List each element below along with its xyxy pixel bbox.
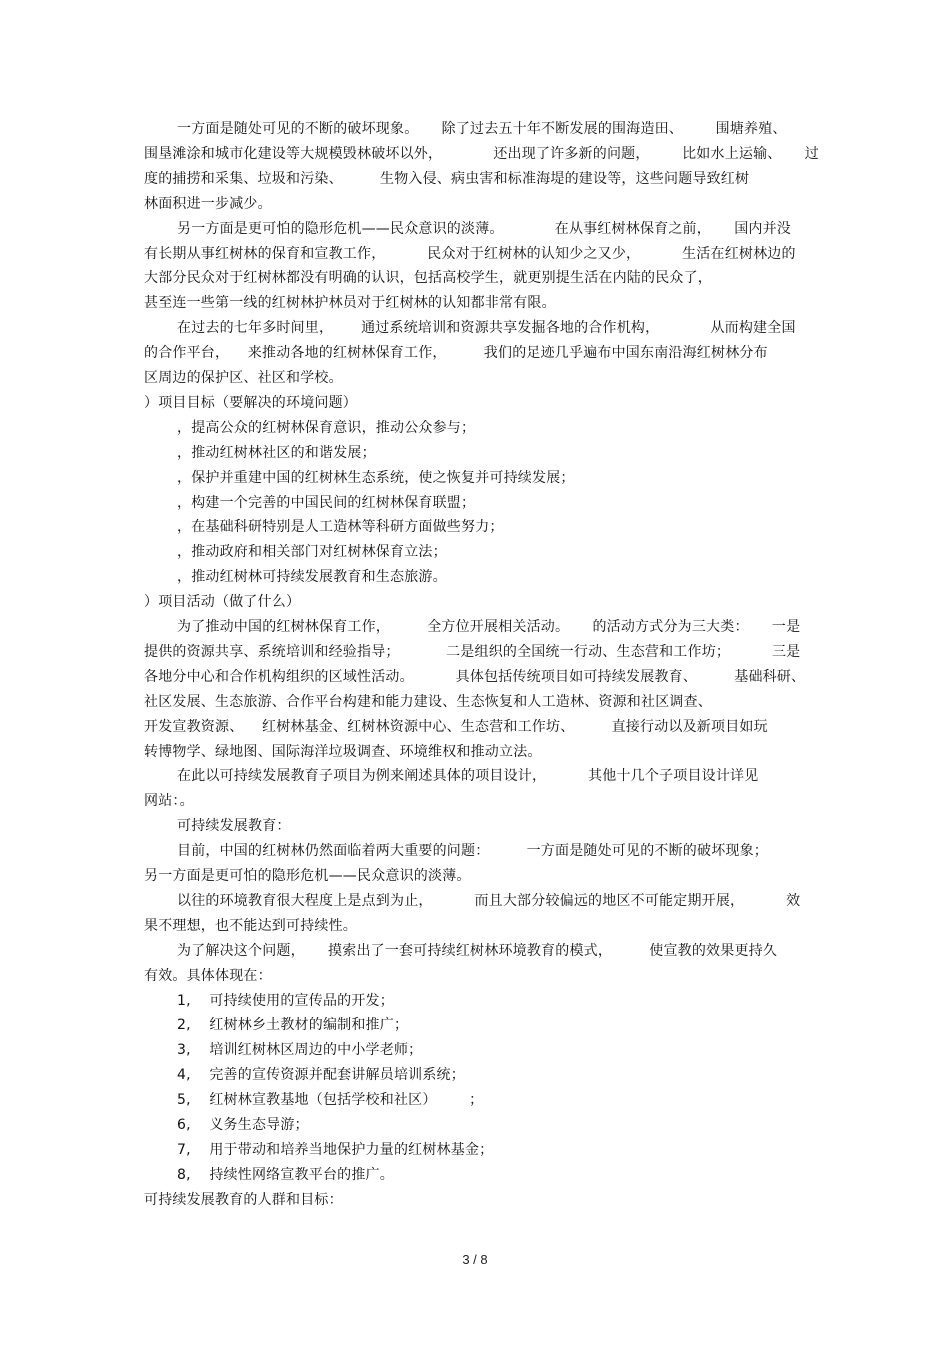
text-line: 提供的资源共享、系统培训和经验指导； 二是组织的全国统一行动、生态营和工作坊； 三是 [144, 644, 801, 660]
text-line: 在过去的七年多时间里， 通过系统培训和资源共享发掘各地的合作机构， 从而构建全国 [177, 320, 796, 336]
text-line: 8, 持续性网络宣教平台的推广。 [177, 1167, 394, 1183]
text-line: 6, 义务生态导游； [177, 1117, 309, 1133]
text-line: ，推动红树林社区的和谐发展； [177, 445, 376, 461]
text-line: 的合作平台， 来推动各地的红树林保育工作， 我们的足迹几乎遍布中国东南沿海红树林分布 [144, 345, 768, 361]
text-line: 为了解决这个问题， 摸索出了一套可持续红树林环境教育的模式， 使宣教的效果更持久 [177, 943, 778, 959]
text-line: 大部分民众对于红树林都没有明确的认识，包括高校学生，就更别提生活在内陆的民众了， [144, 270, 712, 286]
text-line: ，推动政府和相关部门对红树林保育立法； [177, 544, 447, 560]
text-line: 转博物学、绿地图、国际海洋垃圾调查、环境维权和推动立法。 [144, 744, 542, 760]
text-line: 网站：。 [144, 793, 194, 809]
text-line: 另一方面是更可怕的隐形危机——民众意识的淡薄。 [144, 868, 471, 884]
text-line: 度的捕捞和采集、垃圾和污染、 生物入侵、病虫害和标准海堤的建设等，这些问题导致红树 [144, 171, 750, 187]
text-line: 林面积进一步减少。 [144, 196, 272, 212]
text-line: 开发宣教资源、 红树林基金、红树林资源中心、生态营和工作坊、 直接行动以及新项目如玩 [144, 719, 768, 735]
text-line: 7, 用于带动和培养当地保护力量的红树林基金； [177, 1142, 494, 1158]
text-line: ）项目活动（做了什么） [144, 594, 301, 610]
text-line: 有效。具体体现在： [144, 968, 272, 984]
text-line: 围垦滩涂和城市化建设等大规模毁林破坏以外， 还出现了许多新的问题， 比如水上运输、 过 [144, 146, 819, 162]
text-line: 可持续发展教育： [177, 818, 291, 834]
text-line: 为了推动中国的红树林保育工作， 全方位开展相关活动。 的活动方式分为三大类： 一是 [177, 619, 801, 635]
text-line: 1, 可持续使用的宣传品的开发； [177, 993, 394, 1009]
text-line: 2, 红树林乡土教材的编制和推广； [177, 1017, 409, 1033]
text-line: 5, 红树林宣教基地（包括学校和社区） ； [177, 1092, 484, 1108]
text-line: 果不理想，也不能达到可持续性。 [144, 918, 357, 934]
text-line: ，提高公众的红树林保育意识，推动公众参与； [177, 420, 476, 436]
text-line: 一方面是随处可见的不断的破坏现象。 除了过去五十年不断发展的围海造田、 围塘养殖、 [177, 121, 787, 137]
text-line: 有长期从事红树林的保育和宣教工作， 民众对于红树林的认知少之又少， 生活在红树林边的 [144, 246, 796, 262]
text-line: 社区发展、生态旅游、合作平台构建和能力建设、生态恢复和人工造林、资源和社区调查、 [144, 694, 712, 710]
text-line: 3, 培训红树林区周边的中小学老师； [177, 1042, 423, 1058]
text-line: 区周边的保护区、社区和学校。 [144, 370, 343, 386]
text-line: 以往的环境教育很大程度上是点到为止， 而且大部分较偏远的地区不可能定期开展， 效 [177, 893, 801, 909]
text-line: 甚至连一些第一线的红树林护林员对于红树林的认知都非常有限。 [144, 295, 556, 311]
text-line: ，在基础科研特别是人工造林等科研方面做些努力； [177, 519, 504, 535]
text-line: 在此以可持续发展教育子项目为例来阐述具体的项目设计， 其他十几个子项目设计详见 [177, 768, 759, 784]
text-line: ）项目目标（要解决的环境问题） [144, 395, 357, 411]
text-line: ，推动红树林可持续发展教育和生态旅游。 [177, 569, 447, 585]
text-line: 4, 完善的宣传资源并配套讲解员培训系统； [177, 1067, 465, 1083]
page-number: 3 / 8 [462, 1252, 488, 1267]
text-line: 目前，中国的红树林仍然面临着两大重要的问题： 一方面是随处可见的不断的破坏现象； [177, 843, 768, 859]
text-line: 可持续发展教育的人群和目标： [144, 1192, 343, 1208]
text-line: ，保护并重建中国的红树林生态系统，使之恢复并可持续发展； [177, 470, 575, 486]
text-line: 各地分中心和合作机构组织的区域性活动。 具体包括传统项目如可持续发展教育、 基础科研、 [144, 669, 806, 685]
text-line: ，构建一个完善的中国民间的红树林保育联盟； [177, 495, 476, 511]
text-line: 另一方面是更可怕的隐形危机——民众意识的淡薄。 在从事红树林保育之前， 国内并没 [177, 221, 792, 237]
